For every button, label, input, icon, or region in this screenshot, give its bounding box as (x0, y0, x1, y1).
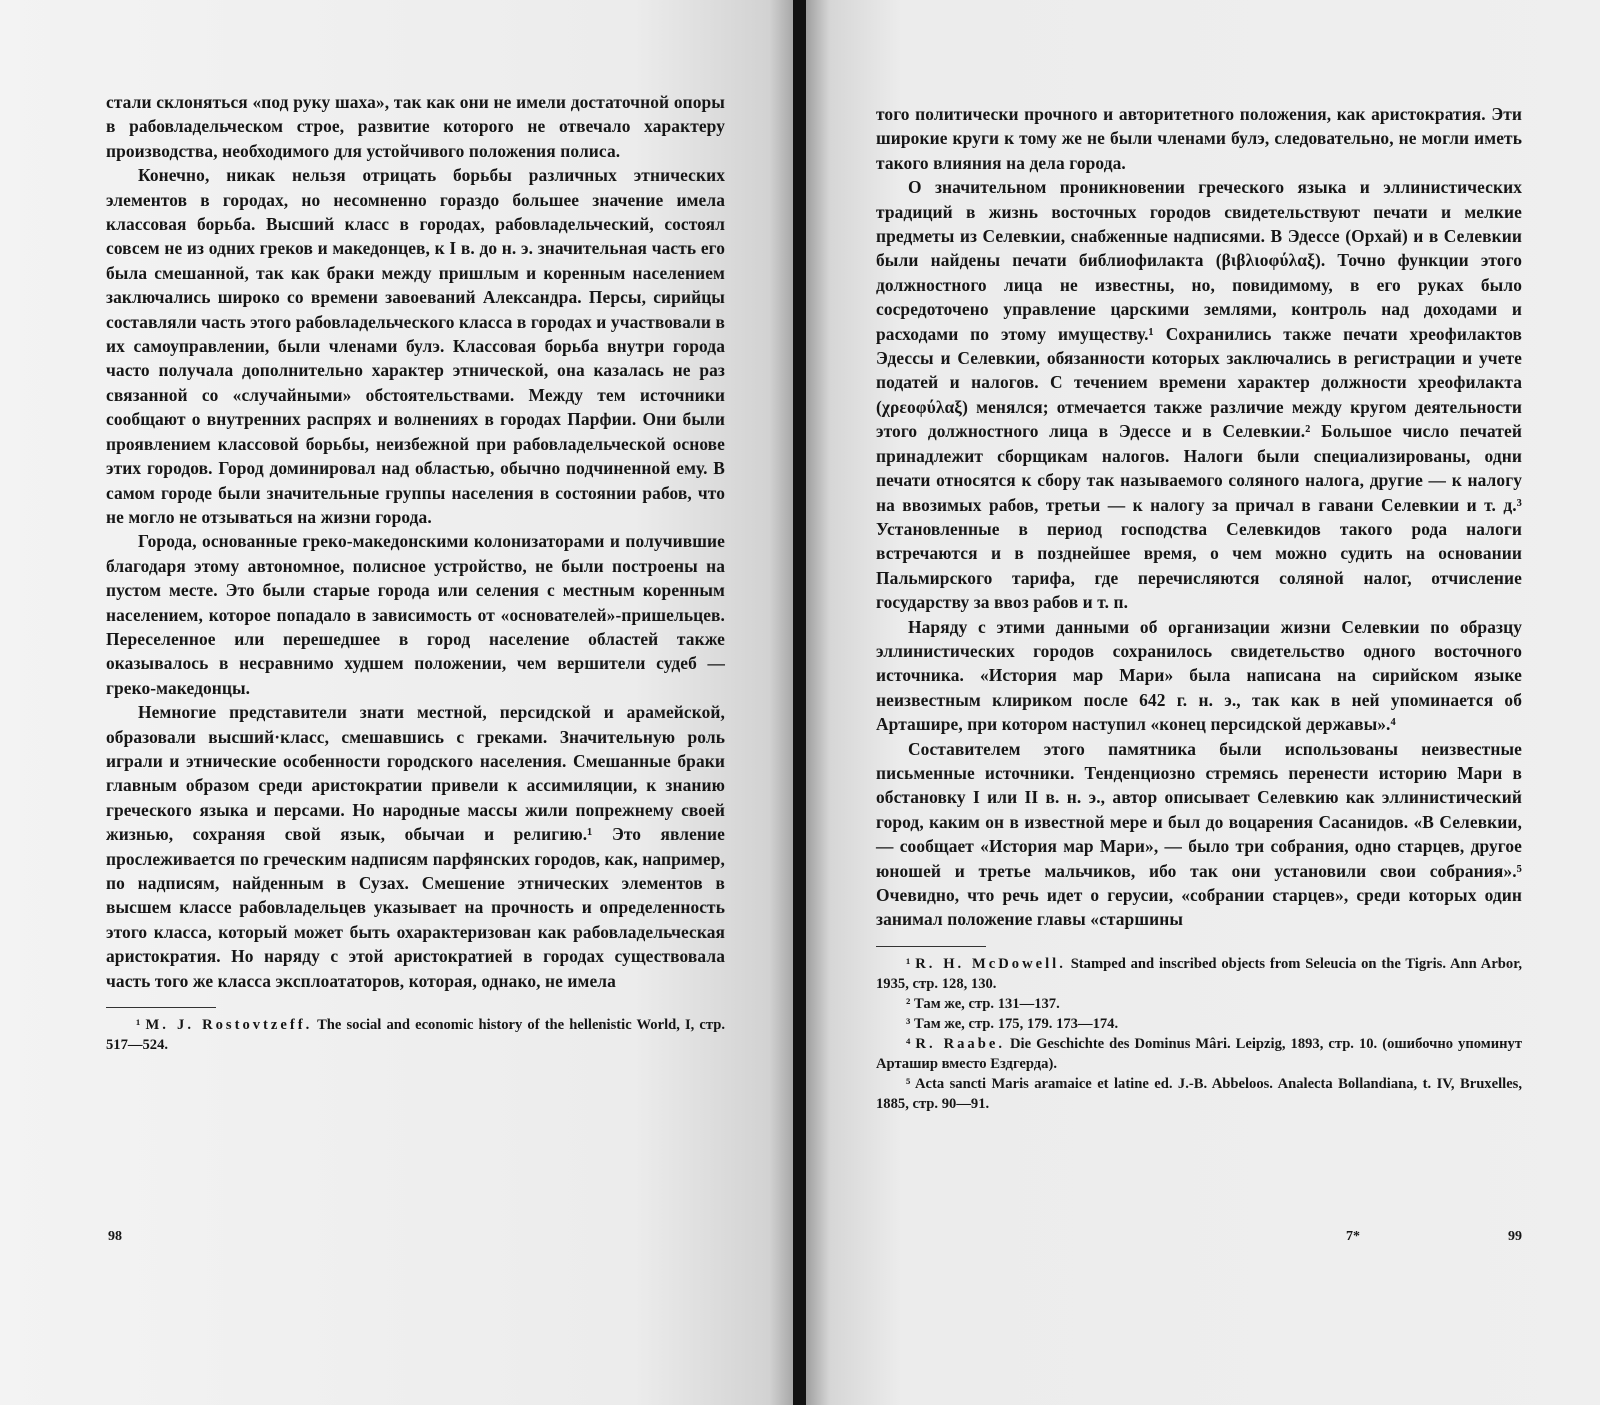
footnote-text: Acta sancti Maris aramaice et latine ed. J.-B. Abbeloos. Analecta Bollandiana, t. IV, Bruxelles, 1885, стр. 90—91. (876, 1075, 1522, 1112)
footnote (876, 954, 1522, 994)
paragraph: Наряду с этими данными об организации жизни Селевкии по образцу эллинистических городов сохранилось свидетельство одного восточного источника. «История мар Мари» была написана на сирийском языке неизвестным клириком после 642 г. н. э., так как в ней упоминается об Арташире, при котором наступил «конец персидской державы».⁴ (876, 616, 1522, 735)
book-gutter (793, 0, 806, 1405)
footnote-mark: ¹ (906, 955, 911, 972)
paragraph: Города, основанные греко-македонскими колонизаторами и получившие благодаря этому автономное, полисное устройство, не были построены на пустом месте. Это были старые города или селения с местным коренным населением, которое попадало в зависимость от «основателей»-пришельцев. Переселенное или перешедшее в город население областей также оказывалось в несравнимо худшем положении, чем вершители судеб — греко-македонцы. (106, 531, 725, 698)
footnote (876, 1074, 1522, 1114)
footnote-text: The social and economic history of the hellenistic World, I, стр. 517—524. (106, 1017, 726, 1054)
left-footnotes (106, 1007, 725, 1055)
paragraph: Конечно, никак нельзя отрицать борьбы различных этнических элементов в городах, но несомненно гораздо большее значение имела классовая борьба. Высший класс в городах, рабовладельческий, состоял совсем не из одних греков и македонцев, к I в. до н. э. значительная часть его была смешанной, так как браки между пришлым и коренным населением заключались широко со времени завоеваний Александра. Персы, сирийцы составляли часть этого рабовладельческого класса в городах и участвовали в их самоуправлении, были членами булэ. Классовая борьба внутри города часто получала дополнительно характер этнической, она казалась не раз связанной со «случайными» обстоятельствами. Между тем источники сообщают о внутренних распрях и волнениях в городах Парфии. Они были проявлением классовой борьбы, неизбежной при рабовладельческой основе этих городов. Город доминировал над областью, обычно подчиненной ему. В самом городе были значительные группы населения в состоянии рабов, что не могло не отзываться на жизни города. (106, 165, 725, 527)
right-page-body (876, 102, 1522, 932)
footnote-mark: ⁵ (906, 1075, 911, 1092)
footnote-author: R. Raabe. (915, 1035, 1005, 1052)
right-page (806, 0, 1600, 1405)
footnote-text: Там же, стр. 131—137. (914, 995, 1060, 1012)
right-footnotes (876, 946, 1522, 1114)
footnote-text: Die Geschichte des Dominus Mâri. Leipzig, 1893, стр. 10. (ошибочно упоминут Арташир вместо Ездгерда). (876, 1035, 1523, 1072)
printer-signature: 7* (1346, 1229, 1360, 1244)
footnote (876, 994, 1522, 1014)
footnote-text: Там же, стр. 175, 179. 173—174. (914, 1015, 1119, 1032)
footnote-mark: ¹ (136, 1017, 141, 1034)
footnote-mark: ³ (906, 1015, 911, 1032)
paragraph: Составителем этого памятника были использованы неизвестные письменные источники. Тенденциозно стремясь перенести историю Мари в обстановку I или II в. н. э., автор описывает Селевкию как эллинистический город, каким он в известной мере и был до воцарения Сасанидов. «В Селевкии, — сообщает «История мар Мари», — было три собрания, одно старцев, другое юношей и третье мальчиков, ибо так они установили свои собрания».⁵ Очевидно, что речь идет о герусии, «собрании старцев», среди которых один занимал положение главы «старшины (876, 738, 1522, 930)
paragraph: того политически прочного и авторитетного положения, как аристократия. Эти широкие круги к тому же не были членами булэ, следовательно, не могли иметь такого влияния на дела города. (876, 104, 1522, 173)
footnote-author: R. H. McDowell. (915, 955, 1066, 972)
footnote-mark: ² (906, 995, 911, 1012)
paragraph: О значительном проникновении греческого языка и эллинистических традиций в жизнь восточных городов свидетельствуют печати и мелкие предметы из Селевкии, снабженные надписями. В Эдессе (Орхай) и в Селевкии были найдены печати библиофилакта (βιβλιοφύλαξ). Точно функции этого должностного лица не известны, но, повидимому, в его руках было сосредоточено управление царскими землями, контроль над доходами и расходами по этому имуществу.¹ Сохранились также печати хреофилактов Эдессы и Селевкии, обязанности которых заключались в регистрации и учете податей и налогов. С течением времени характер должности хреофилакта (χρεοφύλαξ) менялся; отмечается также различие между кругом деятельности этого должностного лица в Эдессе и в Селевкии.² Большое число печатей принадлежит сборщикам налогов. Налоги были специализированы, одни печати относятся к сбору так называемого соляного налога, другие — к налогу на ввозимых рабов, третьи — к налогу за причал в гавани Селевкии и т. д.³ Установленные в период господства Селевкидов такого рода налоги встречаются и в позднейшее время, о чем можно судить на основании Пальмирского тарифа, где перечисляются соляной налог, отчисление государству за ввоз рабов и т. п. (876, 177, 1522, 613)
left-page-body (106, 90, 725, 993)
paragraph: Немногие представители знати местной, персидской и арамейской, образовали высший·класс, смешавшись с греками. Значительную роль играли и этнические особенности городского населения. Смешанные браки главным образом среди аристократии привели к ассимиляции, к знанию греческого языка и персами. Но народные массы жили попрежнему своей жизнью, сохраняя свой язык, обычаи и религию.¹ Это явление прослеживается по греческим надписям парфянских городов, как, например, по надписям, найденным в Сузах. Смешение этнических элементов в высшем классе рабовладельцев указывает на прочность и определенность этого класса, который может быть охарактеризован как рабовладельческая аристократия. Но наряду с этой аристократией в городах существовала часть того же класса эксплоататоров, которая, однако, не имела (106, 702, 725, 991)
footnote-author: M. J. Rostovtzeff. (145, 1017, 313, 1034)
footnote-mark: ⁴ (906, 1035, 911, 1052)
footnote-text: Stamped and inscribed objects from Seleucia on the Tigris. Ann Arbor, 1935, стр. 128, 130. (876, 955, 1522, 992)
page-number: 99 (1508, 1229, 1522, 1244)
footnote (876, 1034, 1522, 1074)
footnote (106, 1015, 725, 1055)
paragraph: стали склоняться «под руку шаха», так как они не имели достаточной опоры в рабовладельческом строе, развитие которого не отвечало характеру производства, необходимого для устойчивого положения полиса. (106, 92, 725, 161)
footnote (876, 1014, 1522, 1034)
page-number: 98 (108, 1229, 122, 1244)
left-page (0, 0, 793, 1405)
